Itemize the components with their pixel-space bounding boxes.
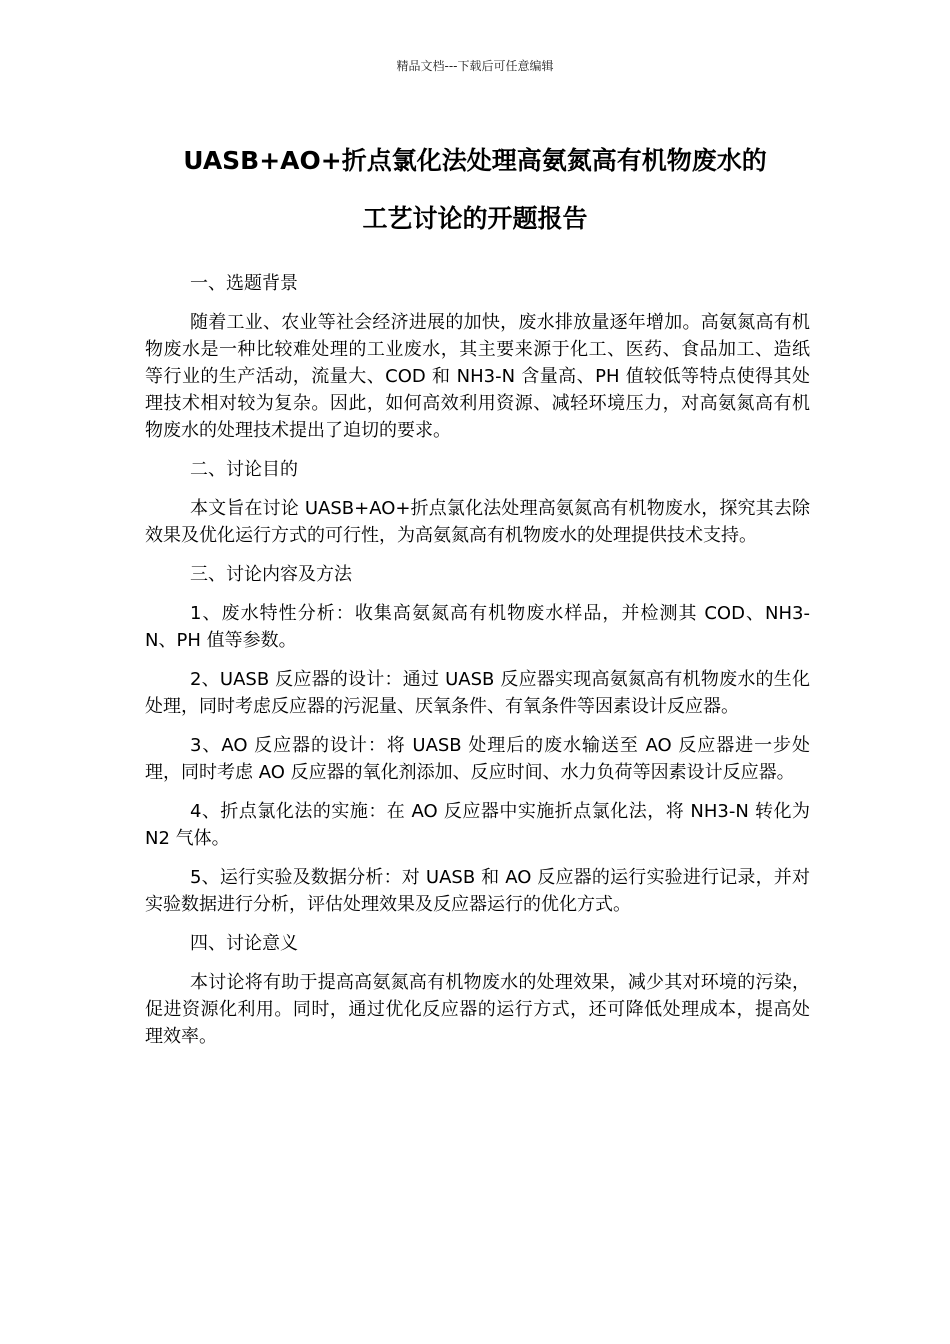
document-title	[140, 132, 810, 248]
title-line-1: UASB+AO+折点氯化法处理高氨氮高有机物废水的	[183, 146, 767, 175]
list-item: 5、运行实验及数据分析：对 UASB 和 AO 反应器的运行实验进行记录，并对实验数据进行分析，评估处理效果及反应器运行的优化方式。	[145, 867, 810, 915]
section-heading: 一、选题背景	[190, 273, 298, 294]
paragraph: 随着工业、农业等社会经济进展的加快，废水排放量逐年增加。高氨氮高有机物废水是一种比较难处理的工业废水，其主要来源于化工、医药、食品加工、造纸等行业的生产活动，流量大、COD 和 NH3-N 含量高、PH 值较低等特点使得其处理技术相对较为复杂。因此，如何高效利用资源、减轻环境压力，对高氨氮高有机物废水的处理技术提出了迫切的要求。	[145, 312, 810, 441]
list-item: 1、废水特性分析：收集高氨氮高有机物废水样品，并检测其 COD、NH3-N、PH 值等参数。	[145, 603, 810, 651]
section-heading: 二、讨论目的	[190, 459, 298, 480]
list-item: 3、AO 反应器的设计：将 UASB 处理后的废水输送至 AO 反应器进一步处理，同时考虑 AO 反应器的氧化剂添加、反应时间、水力负荷等因素设计反应器。	[145, 735, 810, 783]
paragraph: 本文旨在讨论 UASB+AO+折点氯化法处理高氨氮高有机物废水，探究其去除效果及优化运行方式的可行性，为高氨氮高有机物废水的处理提供技术支持。	[145, 498, 810, 546]
section-heading: 三、讨论内容及方法	[190, 564, 352, 585]
list-item: 2、UASB 反应器的设计：通过 UASB 反应器实现高氨氮高有机物废水的生化处理，同时考虑反应器的污泥量、厌氧条件、有氧条件等因素设计反应器。	[145, 669, 810, 717]
list-item: 4、折点氯化法的实施：在 AO 反应器中实施折点氯化法，将 NH3-N 转化为 N2 气体。	[145, 801, 810, 849]
title-line-2: 工艺讨论的开题报告	[362, 204, 588, 233]
header-note: 精品文档---下载后可任意编辑	[396, 59, 554, 73]
section-heading: 四、讨论意义	[190, 933, 298, 954]
paragraph: 本讨论将有助于提高高氨氮高有机物废水的处理效果，减少其对环境的污染，促进资源化利用。同时，通过优化反应器的运行方式，还可降低处理成本，提高处理效率。	[145, 972, 810, 1047]
document-body	[145, 270, 810, 1062]
